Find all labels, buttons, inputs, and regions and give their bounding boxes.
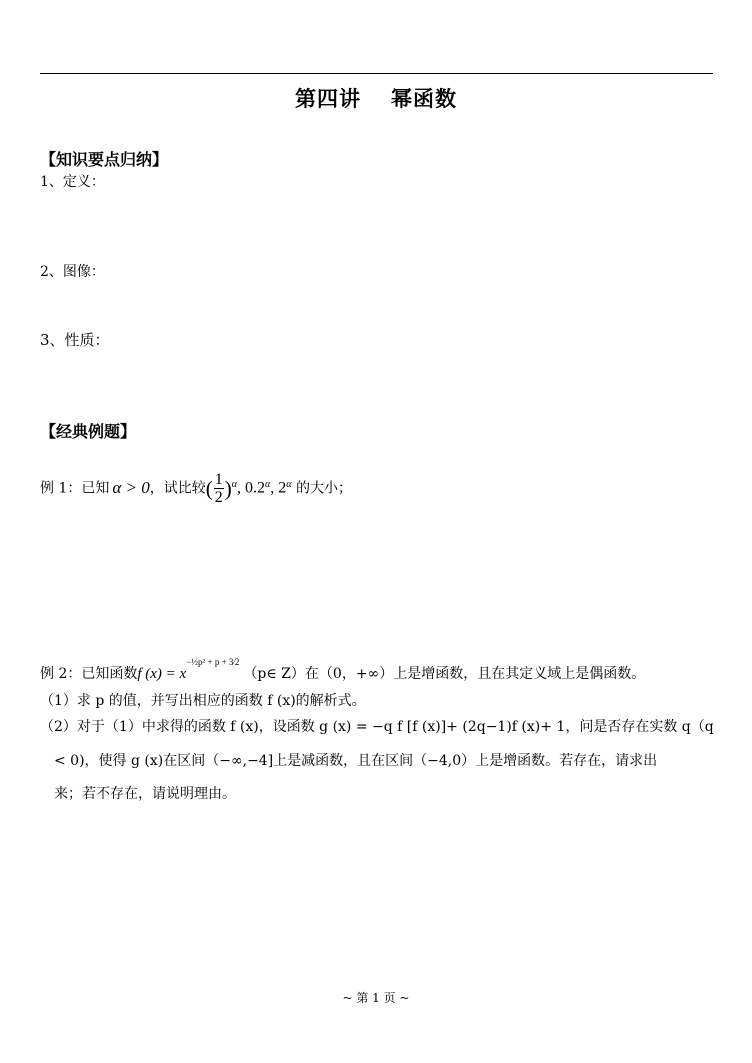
fraction-one-half: $\frac{1}{2}$ bbox=[214, 471, 223, 507]
example-2-function: f (x) = x bbox=[137, 666, 187, 682]
example-2-question-1: （1）求 p 的值，并写出相应的函数 f (x)的解析式。 bbox=[40, 693, 366, 709]
example-1: 例 1：已知 α > 0，试比较( $\frac{1}{2}$ )$^\alpha$, $0.2^\alpha$, $2^\alpha$ 的大小； bbox=[40, 471, 352, 507]
example-2-statement: 例 2：已知函数f $(x) = x^{-\frac{1}{2}p^2 + p + 3⁄2}(p\in$ Z）在（0，+∞）上是增函数，且在其定义域上是偶函数。 bbox=[40, 657, 646, 682]
page-title bbox=[0, 83, 752, 113]
examples-heading: 【经典例题】 bbox=[40, 422, 137, 441]
example-1-suffix: 的大小； bbox=[291, 480, 352, 497]
example-1-compare-text: ，试比较 bbox=[149, 480, 206, 497]
knowledge-item-properties: 3、性质： bbox=[40, 331, 110, 349]
example-2-question-2-line-2: < 0)，使得 g (x)在区间（−∞,−4]上是减函数，且在区间（−4,0）上是增函数。若存在，请求出 bbox=[54, 753, 658, 769]
example-1-condition: α > 0 bbox=[112, 477, 150, 497]
knowledge-item-definition: 1、定义： bbox=[40, 174, 105, 190]
page-footer: ~ 第 1 页 ~ bbox=[342, 991, 410, 1005]
example-2-question-2-line-1: （2）对于（1）中求得的函数 f (x)，设函数 g (x) = −q f [f (x)]+ (2q−1)f (x)+ 1，问是否存在实数 q（q bbox=[40, 719, 714, 735]
title-topic: 幂函数 bbox=[391, 86, 457, 111]
knowledge-heading: 【知识要点归纳】 bbox=[40, 150, 169, 169]
header-rule bbox=[40, 73, 713, 74]
example-2-exponent: −½p² + p + 3⁄2 bbox=[186, 657, 240, 667]
example-1-prefix: 例 1：已知 bbox=[40, 480, 110, 497]
title-lecture: 第四讲 bbox=[295, 86, 361, 111]
knowledge-item-graph: 2、图像： bbox=[40, 264, 105, 280]
example-2-question-2-line-3: 来；若不存在，请说明理由。 bbox=[54, 786, 236, 802]
example-2-domain: （p∈ Z）在（0，+∞）上是增函数，且在其定义域上是偶函数。 bbox=[243, 666, 646, 682]
